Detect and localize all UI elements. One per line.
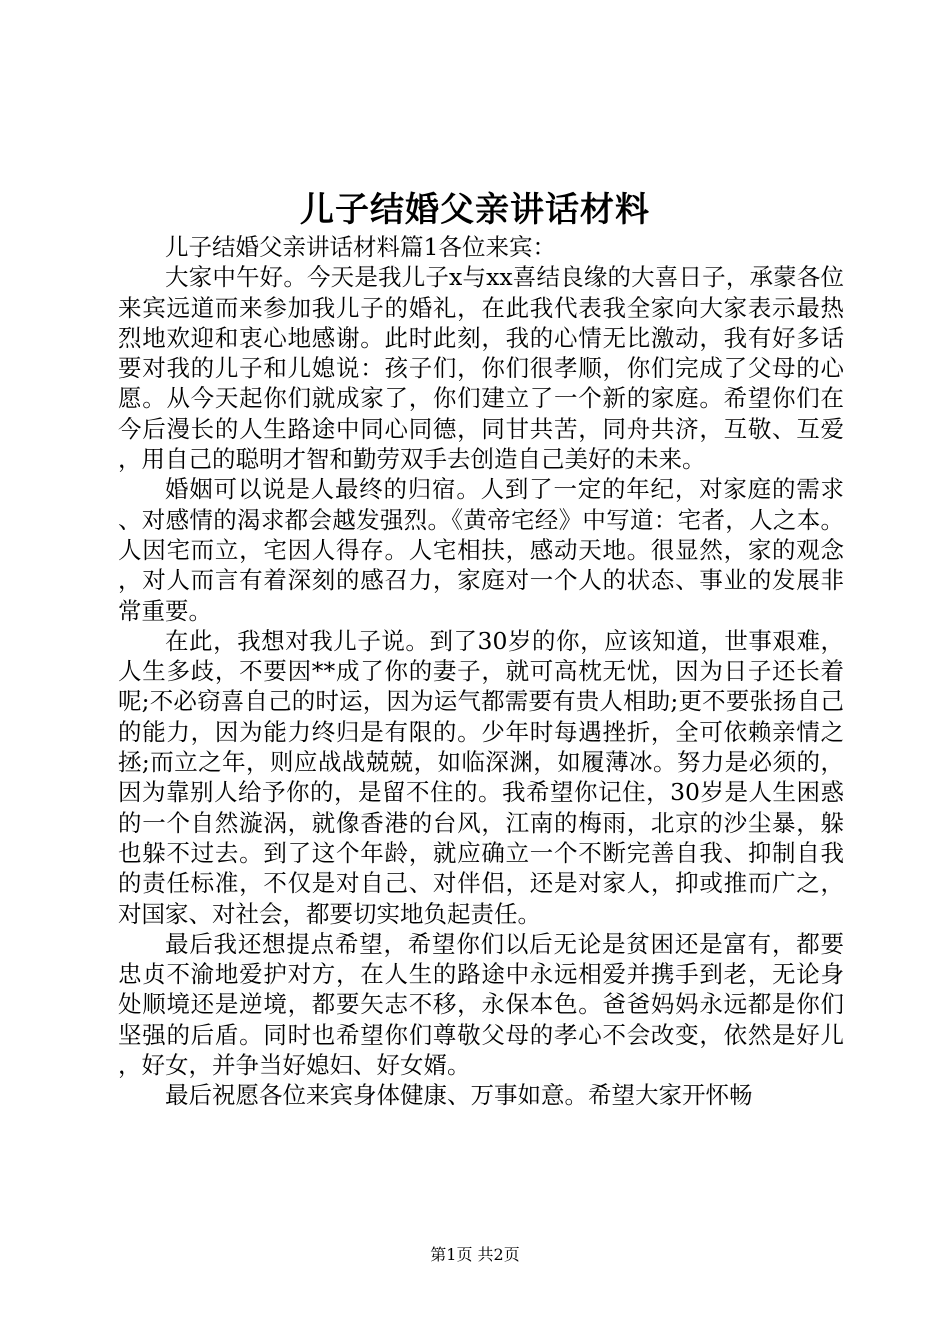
paragraph-hopes: 最后我还想提点希望，希望你们以后无论是贫困还是富有，都要忠贞不渝地爱护对方，在人生的路途中永远相爱并携手到老，无论身处顺境还是逆境，都要矢志不移，永保本色。爸爸妈妈永远都是你们坚强的后盾。同时也希望你们尊敬父母的孝心不会改变，依然是好儿，好女，并争当好媳妇、好女婿。 — [118, 929, 844, 1080]
paragraph-closing: 最后祝愿各位来宾身体健康、万事如意。希望大家开怀畅 — [165, 1081, 753, 1110]
paragraph-marriage: 婚姻可以说是人最终的归宿。人到了一定的年纪，对家庭的需求、对感情的渴求都会越发强烈。《黄帝宅经》中写道：宅者，人之本。人因宅而立，宅因人得存。人宅相扶，感动天地。很显然，家的观念，对人而言有着深刻的感召力，家庭对一个人的状态、事业的发展非常重要。 — [118, 475, 844, 625]
paragraph-welcome: 大家中午好。今天是我儿子x与xx喜结良缘的大喜日子，承蒙各位来宾远道而来参加我儿子的婚礼，在此我代表我全家向大家表示最热烈地欢迎和衷心地感谢。此时此刻，我的心情无比激动，我有好多话要对我的儿子和儿媳说：孩子们，你们很孝顺，你们完成了父母的心愿。从今天起你们就成家了，你们建立了一个新的家庭。希望你们在今后漫长的人生路途中同心同德，同甘共苦，同舟共济，互敬、互爱，用自己的聪明才智和勤劳双手去创造自己美好的未来。 — [118, 263, 844, 474]
document-body — [118, 232, 844, 1111]
paragraph-greeting: 儿子结婚父亲讲话材料篇1各位来宾： — [165, 233, 556, 261]
paragraph-advice-to-son: 在此，我想对我儿子说。到了30岁的你，应该知道，世事艰难，人生多歧，不要因**成了你的妻子，就可高枕无忧，因为日子还长着呢;不必窃喜自己的时运，因为运气都需要有贵人相助;更不要张扬自己的能力，因为能力终归是有限的。少年时每遇挫折，全可依赖亲情之拯;而立之年，则应战战兢兢，如临深渊，如履薄冰。努力是必须的，因为靠别人给予你的，是留不住的。我希望你记住，30岁是人生困惑的一个自然漩涡，就像香港的台风，江南的梅雨，北京的沙尘暴，躲也躲不过去。到了这个年龄，就应确立一个不断完善自我、抑制自我的责任标准，不仅是对自己、对伴侣，还是对家人，抑或推而广之，对国家、对社会，都要切实地负起责任。 — [118, 626, 844, 928]
document-title: 儿子结婚父亲讲话材料 — [300, 190, 650, 230]
page-number-footer: 第1页 共2页 — [430, 1245, 520, 1264]
